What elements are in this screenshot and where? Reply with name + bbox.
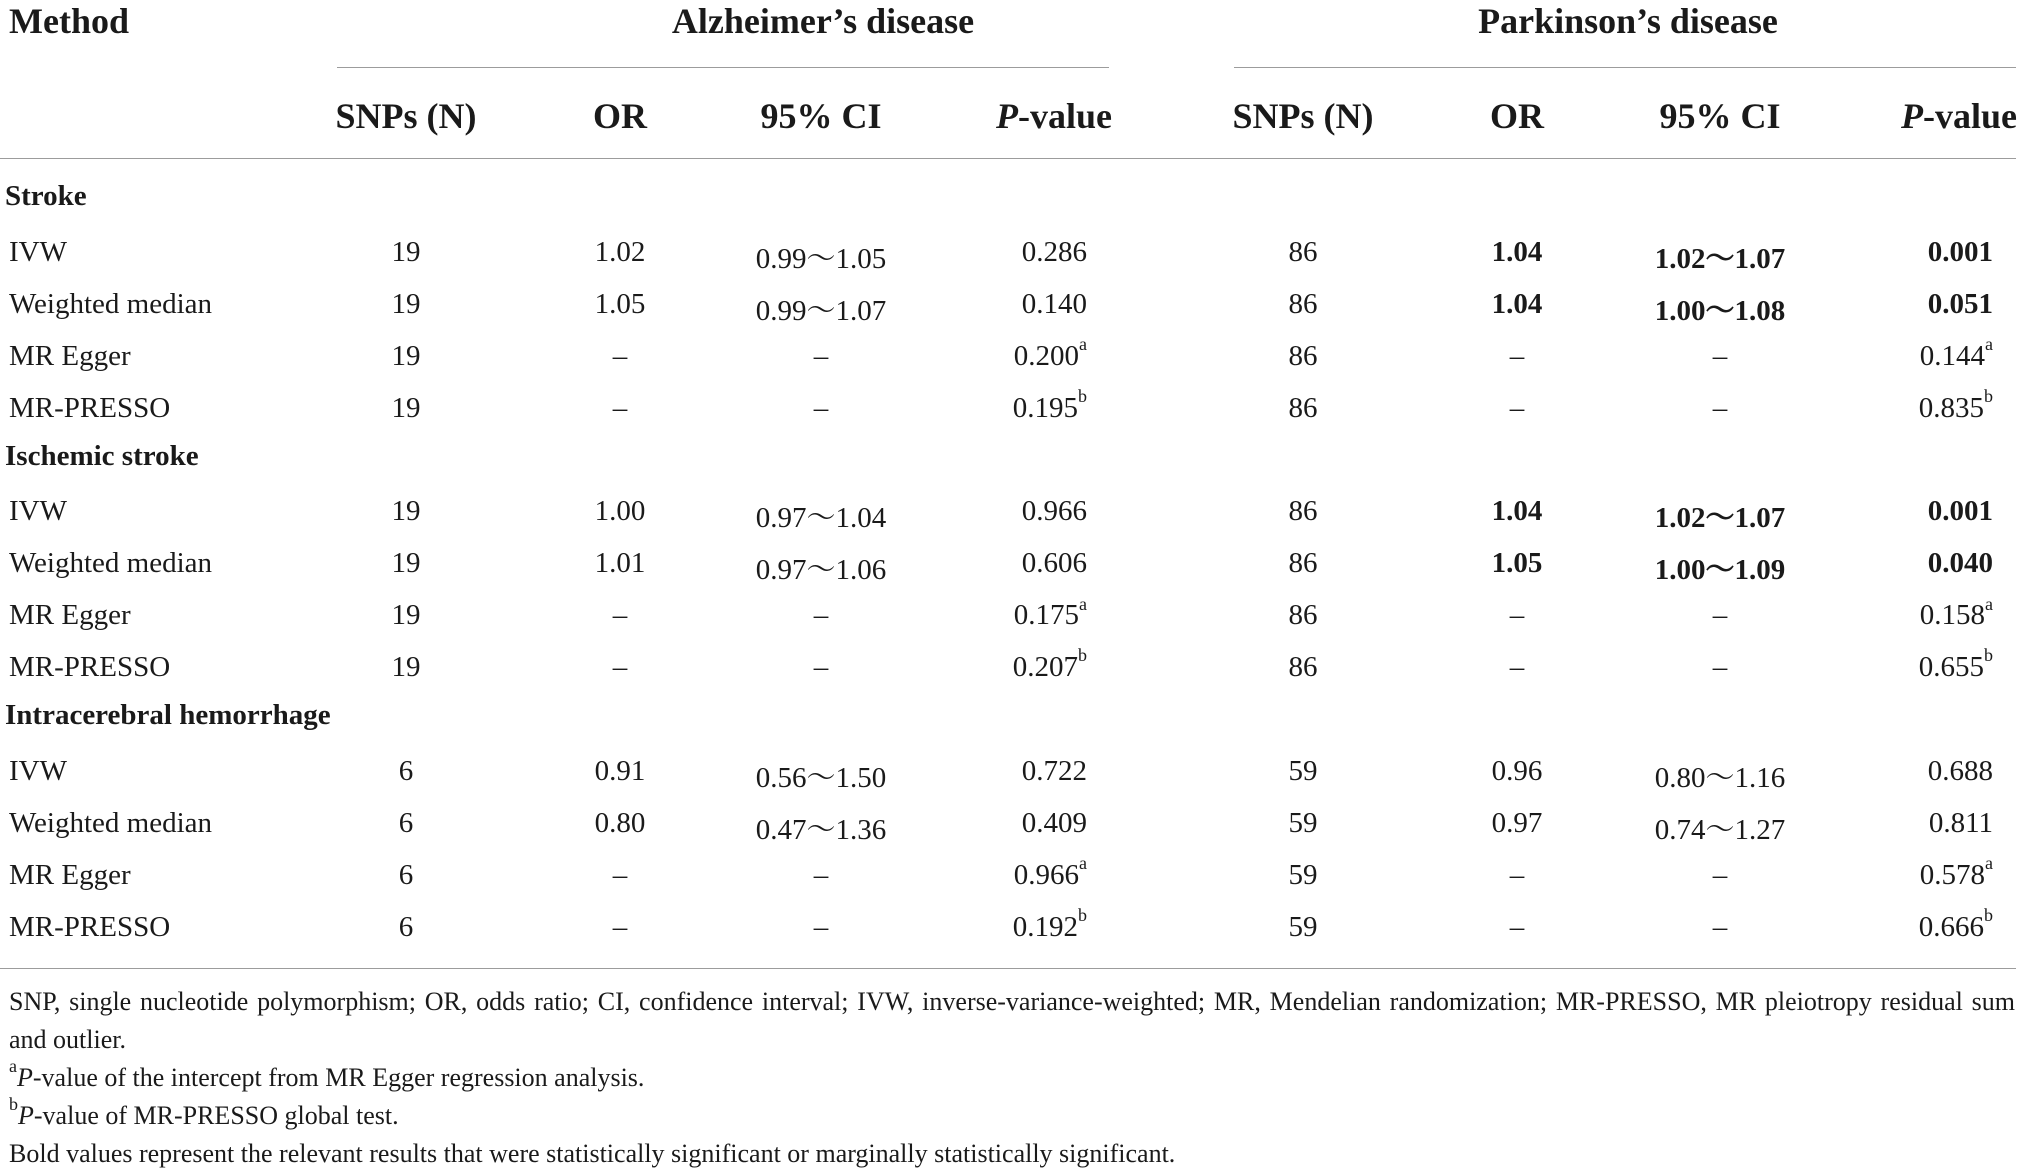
pd-cell-ci: 0.74～1.27 — [1654, 813, 1786, 846]
ad-col-ci: 95% CI — [760, 96, 882, 136]
method-header: Method — [9, 1, 129, 41]
method-cell: IVW — [9, 754, 67, 787]
pd-cell-pvalue: 0.040 — [1927, 547, 1993, 580]
pd-cell-pvalue: 0.001 — [1927, 235, 1993, 268]
pd-cell-snps: 86 — [1288, 651, 1318, 684]
ad-cell-ci: 0.56～1.50 — [755, 761, 887, 794]
ad-cell-or: – — [612, 910, 628, 943]
ad-cell-snps: 6 — [398, 806, 414, 839]
footnote-marker: b — [1078, 385, 1087, 406]
section-title: Stroke — [5, 180, 87, 212]
footnote-abbreviations: SNP, single nucleotide polymorphism; OR, odds ratio; CI, confidence interval; IVW, inverse-variance-weighted; MR, Mendelian randomization; MR-PRESSO, MR pleiotropy residual sum and outlier. — [9, 987, 2015, 1054]
header-bottom-rule — [0, 158, 2016, 159]
ad-cell-ci: – — [813, 651, 829, 684]
method-cell: IVW — [9, 495, 67, 528]
pd-cell-ci: 1.02～1.07 — [1654, 502, 1786, 535]
alzheimers-group-header: Alzheimer’s disease — [671, 1, 975, 41]
pd-cell-or: – — [1509, 910, 1525, 943]
footnote-bold-note: Bold values represent the relevant results that were statistically significant or marginally statistically significant. — [9, 1139, 1176, 1168]
ad-col-pvalue: P-value — [996, 96, 1112, 136]
pd-cell-or: 1.04 — [1491, 495, 1543, 528]
ad-cell-pvalue: 0.192$^b$ — [1012, 904, 1087, 943]
footnote-marker: a — [1985, 853, 1993, 874]
ad-cell-snps: 6 — [398, 910, 414, 943]
ad-cell-pvalue: 0.966$^a$ — [1013, 853, 1087, 891]
ad-cell-snps: 19 — [391, 287, 421, 320]
pd-cell-snps: 59 — [1288, 858, 1318, 891]
ad-cell-ci: 0.99～1.05 — [755, 242, 887, 275]
ad-cell-ci: 0.97～1.04 — [755, 502, 887, 535]
ad-cell-or: – — [612, 858, 628, 891]
ad-cell-ci: – — [813, 910, 829, 943]
method-cell: Weighted median — [9, 287, 213, 320]
ad-cell-snps: 19 — [391, 495, 421, 528]
pd-cell-ci: – — [1712, 910, 1728, 943]
pd-cell-ci: – — [1712, 391, 1728, 424]
footnote-marker: a — [1079, 853, 1087, 874]
footnote-marker: a — [1079, 593, 1087, 614]
pd-col-or: OR — [1490, 96, 1544, 136]
method-cell: MR Egger — [9, 339, 131, 372]
method-cell: IVW — [9, 235, 67, 268]
pd-cell-pvalue: 0.144$^a$ — [1919, 334, 1993, 372]
pd-cell-ci: 1.00～1.09 — [1654, 554, 1786, 587]
method-cell: Weighted median — [9, 806, 213, 839]
method-cell: MR Egger — [9, 599, 131, 632]
pd-cell-pvalue: 0.001 — [1927, 495, 1993, 528]
ad-cell-pvalue: 0.195$^b$ — [1012, 385, 1087, 424]
pd-cell-snps: 59 — [1288, 910, 1318, 943]
ad-cell-ci: 0.47～1.36 — [755, 813, 887, 846]
pd-cell-or: – — [1509, 391, 1525, 424]
pd-cell-pvalue: 0.811 — [1928, 806, 1993, 839]
ad-cell-ci: 0.97～1.06 — [755, 554, 887, 587]
pd-cell-pvalue: 0.051 — [1927, 287, 1993, 320]
pd-cell-ci: 0.80～1.16 — [1654, 761, 1786, 794]
pd-col-snps: SNPs (N) — [1232, 96, 1374, 136]
footnote-marker: b — [1984, 645, 1993, 666]
ad-cell-snps: 19 — [391, 391, 421, 424]
pd-cell-pvalue: 0.688 — [1927, 754, 1993, 787]
pd-cell-or: 1.04 — [1491, 287, 1543, 320]
pd-cell-ci: – — [1712, 858, 1728, 891]
ad-cell-ci: – — [813, 339, 829, 372]
ad-cell-snps: 19 — [391, 235, 421, 268]
pd-cell-pvalue: 0.578$^a$ — [1919, 853, 1993, 891]
ad-cell-ci: – — [813, 599, 829, 632]
ad-cell-pvalue: 0.409 — [1021, 806, 1087, 839]
footnote-marker: b — [1078, 645, 1087, 666]
method-cell: MR Egger — [9, 858, 131, 891]
pd-cell-or: – — [1509, 651, 1525, 684]
footnote-marker: b — [1984, 904, 1993, 925]
ad-cell-pvalue: 0.175$^a$ — [1013, 593, 1087, 632]
ad-cell-ci: – — [813, 858, 829, 891]
ad-cell-pvalue: 0.200$^a$ — [1013, 334, 1087, 372]
pd-cell-ci: – — [1712, 651, 1728, 684]
ad-cell-pvalue: 0.286 — [1021, 235, 1087, 268]
pd-cell-pvalue: 0.655$^b$ — [1918, 645, 1993, 684]
pd-cell-or: 0.96 — [1491, 754, 1543, 787]
footnote-marker: a — [1985, 593, 1993, 614]
ad-cell-ci: – — [813, 391, 829, 424]
ad-cell-or: – — [612, 391, 628, 424]
ad-cell-snps: 19 — [391, 339, 421, 372]
ad-col-or: OR — [593, 96, 647, 136]
pd-cell-snps: 86 — [1288, 495, 1318, 528]
alzheimers-group-rule — [337, 67, 1109, 68]
ad-cell-or: 1.02 — [594, 235, 646, 268]
ad-cell-pvalue: 0.606 — [1021, 547, 1087, 580]
ad-cell-snps: 6 — [398, 858, 414, 891]
parkinsons-group-rule — [1234, 67, 2016, 68]
footnote-marker: b — [1984, 385, 1993, 406]
ad-cell-or: 1.05 — [594, 287, 646, 320]
ad-cell-pvalue: 0.207$^b$ — [1012, 645, 1087, 684]
ad-cell-ci: 0.99～1.07 — [755, 294, 887, 327]
ad-cell-snps: 6 — [398, 754, 414, 787]
footnote-marker: a — [1079, 334, 1087, 355]
ad-cell-pvalue: 0.140 — [1021, 287, 1087, 320]
pd-cell-or: 0.97 — [1491, 806, 1543, 839]
pd-cell-snps: 86 — [1288, 547, 1318, 580]
section-title: Ischemic stroke — [5, 439, 199, 472]
pd-cell-ci: – — [1712, 599, 1728, 632]
footnote-marker: a — [1985, 334, 1993, 355]
pd-cell-or: 1.05 — [1491, 547, 1543, 580]
method-cell: MR-PRESSO — [9, 391, 171, 424]
method-cell: Weighted median — [9, 547, 213, 580]
ad-cell-or: 0.91 — [594, 754, 646, 787]
ad-cell-or: 0.80 — [594, 806, 646, 839]
ad-cell-snps: 19 — [391, 547, 421, 580]
pd-cell-snps: 59 — [1288, 754, 1318, 787]
parkinsons-group-header: Parkinson’s disease — [1478, 1, 1778, 41]
pd-cell-snps: 86 — [1288, 391, 1318, 424]
pd-cell-snps: 86 — [1288, 599, 1318, 632]
pd-cell-snps: 59 — [1288, 806, 1318, 839]
pd-col-pvalue: P-value — [1901, 96, 2017, 136]
section-title: Intracerebral hemorrhage — [5, 699, 331, 731]
ad-cell-snps: 19 — [391, 599, 421, 632]
ad-cell-pvalue: 0.966 — [1021, 495, 1087, 528]
method-cell: MR-PRESSO — [9, 651, 171, 684]
ad-cell-or: – — [612, 339, 628, 372]
pd-cell-pvalue: 0.158$^a$ — [1919, 593, 1993, 632]
ad-cell-snps: 19 — [391, 651, 421, 684]
method-cell: MR-PRESSO — [9, 910, 171, 943]
pd-cell-pvalue: 0.666$^b$ — [1918, 904, 1993, 943]
pd-col-ci: 95% CI — [1659, 96, 1781, 136]
ad-cell-or: – — [612, 599, 628, 632]
pd-cell-snps: 86 — [1288, 235, 1318, 268]
pd-cell-or: – — [1509, 339, 1525, 372]
pd-cell-or: 1.04 — [1491, 235, 1543, 268]
pd-cell-or: – — [1509, 599, 1525, 632]
footnote-b: $^b$P-value of MR-PRESSO global test. — [9, 1094, 399, 1130]
table-bottom-rule — [0, 968, 2016, 969]
pd-cell-ci: – — [1712, 339, 1728, 372]
ad-cell-or: – — [612, 651, 628, 684]
ad-cell-or: 1.00 — [594, 495, 646, 528]
ad-cell-or: 1.01 — [594, 547, 646, 580]
footnote-marker: b — [1078, 904, 1087, 925]
pd-cell-snps: 86 — [1288, 339, 1318, 372]
pd-cell-or: – — [1509, 858, 1525, 891]
pd-cell-pvalue: 0.835$^b$ — [1918, 385, 1993, 424]
pd-cell-ci: 1.02～1.07 — [1654, 242, 1786, 275]
pd-cell-ci: 1.00～1.08 — [1654, 294, 1786, 327]
ad-col-snps: SNPs (N) — [335, 96, 477, 136]
footnote-a: $^a$P-value of the intercept from MR Egger regression analysis. — [9, 1056, 645, 1092]
pd-cell-snps: 86 — [1288, 287, 1318, 320]
ad-cell-pvalue: 0.722 — [1021, 754, 1087, 787]
